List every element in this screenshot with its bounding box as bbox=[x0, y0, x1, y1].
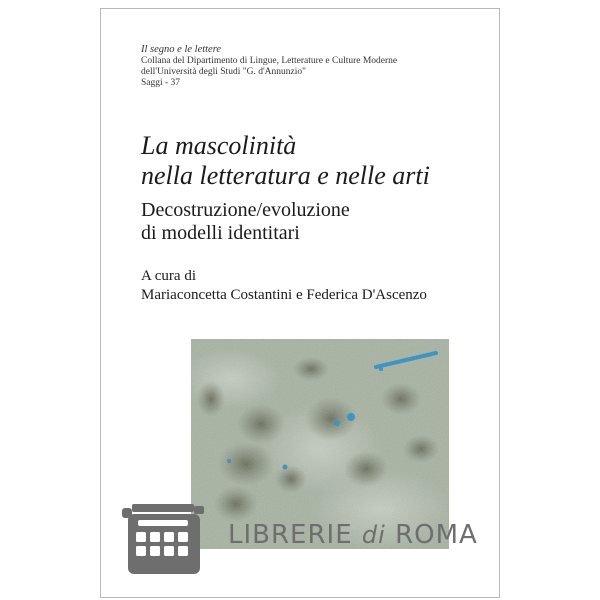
book-title bbox=[141, 131, 481, 191]
watermark-librerie: LIBRERIE bbox=[228, 520, 353, 550]
editor-label: A cura di bbox=[141, 268, 196, 284]
watermark bbox=[120, 498, 480, 578]
watermark-roma: ROMA bbox=[395, 520, 478, 550]
editor-names: Mariaconcetta Costantini e Federica D'Ascenzo bbox=[141, 287, 427, 303]
editors-block bbox=[141, 267, 481, 305]
book-subtitle bbox=[141, 199, 481, 245]
series-line-2: dell'Università degli Studi "G. d'Annunzio" bbox=[141, 67, 307, 77]
subtitle-line-2: di modelli identitari bbox=[141, 222, 300, 244]
typewriter-icon bbox=[120, 498, 220, 578]
title-line-1: La mascolinità bbox=[141, 131, 297, 160]
watermark-text bbox=[228, 520, 478, 550]
series-line-1: Collana del Dipartimento di Lingue, Letterature e Culture Moderne bbox=[141, 56, 398, 66]
subtitle-line-1: Decostruzione/evoluzione bbox=[141, 199, 350, 221]
title-line-2: nella letteratura e nelle arti bbox=[141, 161, 430, 190]
series-info bbox=[141, 43, 471, 89]
series-number: Saggi - 37 bbox=[141, 78, 181, 88]
watermark-di: di bbox=[361, 521, 386, 549]
series-name: Il segno e le lettere bbox=[141, 44, 222, 55]
